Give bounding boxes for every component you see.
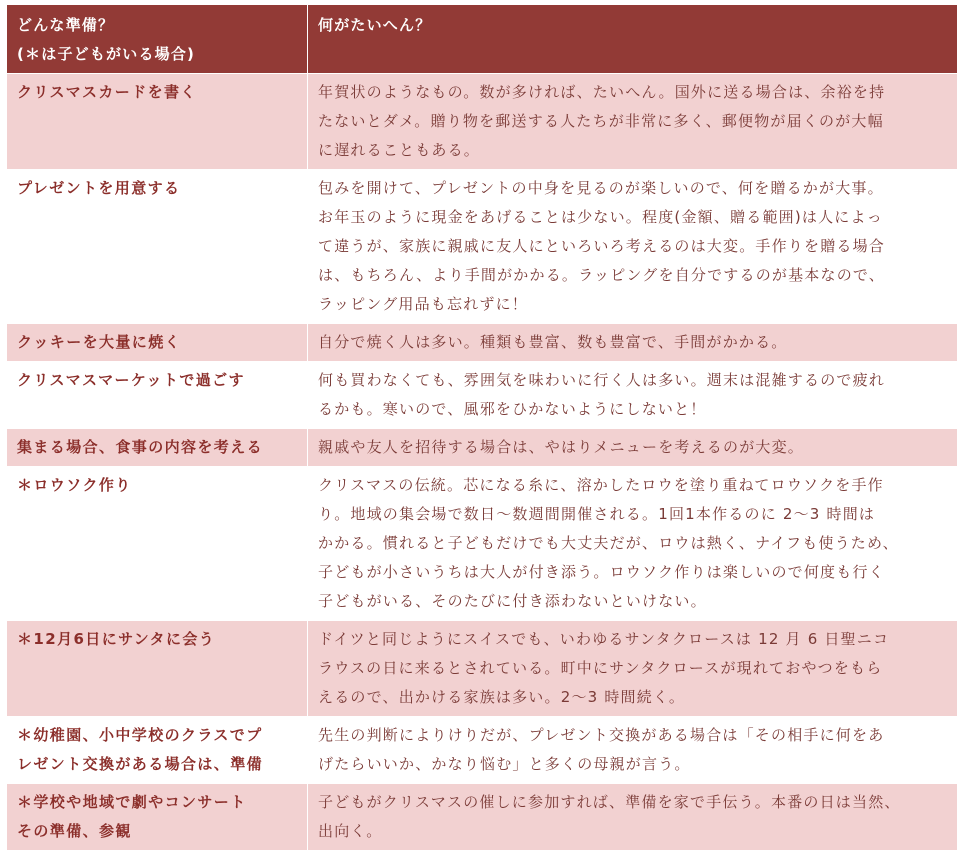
difficulty-text: 何も買わなくても、雰囲気を味わいに行く人は多い。週末は混雑するので疲れ: [318, 371, 886, 389]
table-row: [7, 429, 958, 467]
table-row: [7, 784, 958, 851]
preparation-cell: [7, 784, 308, 851]
difficulty-text: 先生の判断によりけりだが、プレゼント交換がある場合は「その相手に何をあ: [318, 726, 885, 744]
preparation-text: ＊ロウソク作り: [17, 476, 132, 494]
difficulty-cell: [308, 621, 958, 717]
preparation-cell: [7, 429, 308, 467]
header-difficulty: [308, 5, 958, 74]
preparation-text: ＊学校や地域で劇やコンサート: [17, 793, 247, 811]
difficulty-text: 出向く。: [318, 822, 383, 840]
preparation-cell: [7, 74, 308, 170]
preparation-cell: [7, 717, 308, 784]
table-row: [7, 324, 958, 362]
difficulty-text: お年玉のように現金をあげることは少ない。程度(金額、贈る範囲)は人によっ: [318, 208, 883, 226]
preparation-text: プレゼントを用意する: [17, 179, 181, 197]
difficulty-text: て違うが、家族に親戚に友人にといろいろ考えるのは大変。手作りを贈る場合: [318, 237, 886, 255]
difficulty-text: 自分で焼く人は多い。種類も豊富、数も豊富で、手間がかかる。: [318, 333, 788, 351]
header-preparation: [7, 5, 308, 74]
difficulty-text: に遅れることもある。: [318, 141, 481, 159]
table-header: [7, 5, 958, 74]
difficulty-cell: [308, 362, 958, 429]
preparation-cell: [7, 170, 308, 324]
preparation-text: その準備、参観: [17, 822, 132, 840]
header-preparation-title: どんな準備？: [17, 16, 115, 34]
difficulty-cell: [308, 467, 958, 621]
difficulty-text: り。地域の集会場で数日～数週間開催される。1回1本作るのに 2～3 時間は: [318, 505, 876, 523]
header-difficulty-title: 何がたいへん？: [318, 16, 432, 34]
difficulty-cell: [308, 429, 958, 467]
difficulty-text: は、もちろん、より手間がかかる。ラッピングを自分でするのが基本なので、: [318, 266, 886, 284]
preparation-cell: [7, 324, 308, 362]
preparation-text: レゼント交換がある場合は、準備: [17, 755, 264, 773]
preparation-cell: [7, 362, 308, 429]
table-row: [7, 621, 958, 717]
preparation-text: ＊幼稚園、小中学校のクラスでプ: [17, 726, 263, 744]
table-row: [7, 467, 958, 621]
difficulty-cell: [308, 717, 958, 784]
header-row: [7, 5, 958, 74]
difficulty-cell: [308, 784, 958, 851]
preparation-text: ＊12月6日にサンタに会う: [17, 630, 216, 648]
table-row: [7, 74, 958, 170]
header-preparation-note: (＊は子どもがいる場合): [17, 45, 196, 63]
difficulty-text: 子どもがいる、そのたびに付き添わないといけない。: [318, 592, 707, 610]
difficulty-text: 子どもがクリスマスの催しに参加すれば、準備を家で手伝う。本番の日は当然、: [318, 793, 901, 811]
difficulty-cell: [308, 324, 958, 362]
difficulty-cell: [308, 170, 958, 324]
difficulty-text: 包みを開けて、プレゼントの中身を見るのが楽しいので、何を贈るかが大事。: [318, 179, 884, 197]
preparation-text: クッキーを大量に焼く: [17, 333, 182, 351]
preparation-text: クリスマスマーケットで過ごす: [17, 371, 245, 389]
difficulty-text: 親戚や友人を招待する場合は、やはりメニューを考えるのが大変。: [318, 438, 805, 456]
difficulty-text: かかる。慣れると子どもだけでも大丈夫だが、ロウは熱く、ナイフも使うため、: [318, 534, 899, 552]
difficulty-text: 年賀状のようなもの。数が多ければ、たいへん。国外に送る場合は、余裕を持: [318, 83, 886, 101]
difficulty-text: 子どもが小さいうちは大人が付き添う。ロウソク作りは楽しいので何度も行く: [318, 563, 885, 581]
preparation-table: [6, 4, 958, 851]
preparation-text: クリスマスカードを書く: [17, 83, 197, 101]
difficulty-cell: [308, 74, 958, 170]
difficulty-text: クリスマスの伝統。芯になる糸に、溶かしたロウを塗り重ねてロウソクを手作: [318, 476, 884, 494]
table-row: [7, 170, 958, 324]
table-row: [7, 717, 958, 784]
preparation-text: 集まる場合、食事の内容を考える: [17, 438, 264, 456]
preparation-cell: [7, 467, 308, 621]
difficulty-text: げたらいいか、かなり悩む」と多くの母親が言う。: [318, 755, 691, 773]
difficulty-text: ラッピング用品も忘れずに！: [318, 295, 529, 313]
table-row: [7, 362, 958, 429]
difficulty-text: ラウスの日に来るとされている。町中にサンタクロースが現れておやつをもら: [318, 659, 883, 677]
difficulty-text: たないとダメ。贈り物を郵送する人たちが非常に多く、郵便物が届くのが大幅: [318, 112, 884, 130]
difficulty-text: ドイツと同じようにスイスでも、いわゆるサンタクロースは 12 月 6 日聖ニコ: [318, 630, 890, 648]
table-body: [7, 74, 958, 851]
difficulty-text: るかも。寒いので、風邪をひかないようにしないと！: [318, 400, 707, 418]
difficulty-text: えるので、出かける家族は多い。2～3 時間続く。: [318, 688, 686, 706]
preparation-cell: [7, 621, 308, 717]
